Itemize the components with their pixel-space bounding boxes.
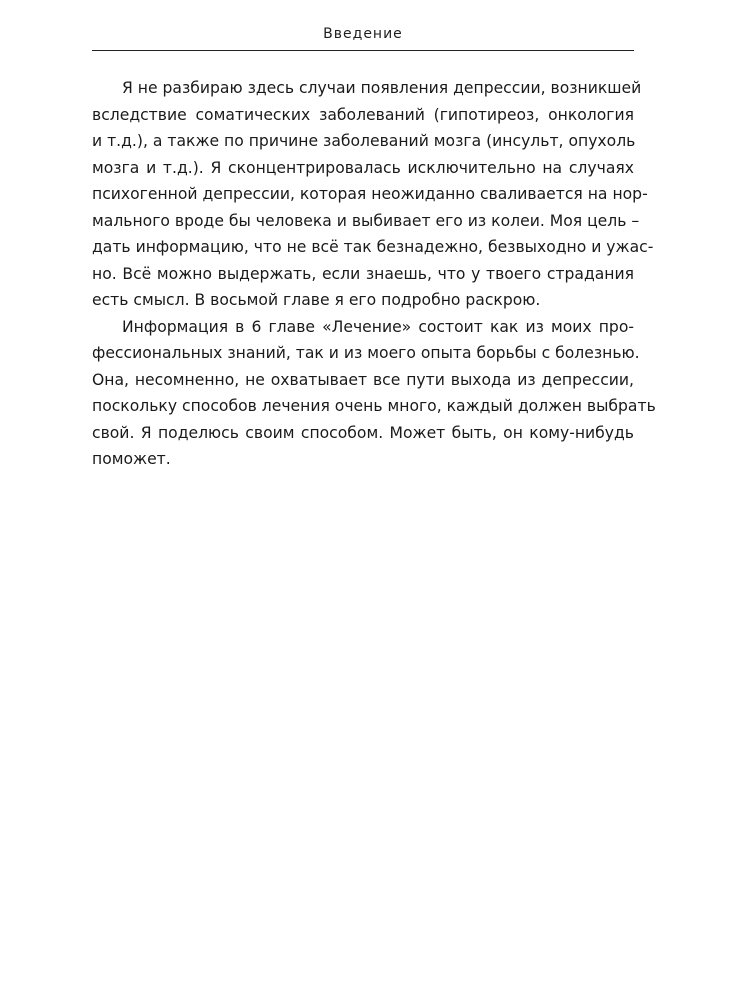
text-line: дать информацию, что не всё так безнадежно, безвыходно и ужас- <box>92 238 654 256</box>
body-text <box>92 75 656 473</box>
text-line: мального вроде бы человека и выбивает его из колеи. Моя цель – <box>92 211 640 230</box>
paragraph-2 <box>92 314 656 473</box>
text-line: поскольку способов лечения очень много, каждый должен выбрать <box>92 397 656 415</box>
paragraph-1 <box>92 75 654 314</box>
text-line: и т.д.), а также по причине заболеваний мозга (инсульт, опухоль <box>92 132 636 150</box>
text-line: фессиональных знаний, так и из моего опыта борьбы с болезнью. <box>92 344 640 362</box>
text-line: есть смысл. В восьмой главе я его подробно раскрою. <box>92 291 541 309</box>
text-line: Я не разбираю здесь случаи появления депрессии, возникшей <box>122 79 642 97</box>
text-line: поможет. <box>92 450 171 468</box>
running-head: Введение <box>323 26 403 42</box>
text-line: свой. Я поделюсь своим способом. Может быть, он кому-нибудь <box>92 423 634 442</box>
text-line: мозга и т.д.). Я сконцентрировалась исключительно на случаях <box>92 158 634 177</box>
text-line: но. Всё можно выдержать, если знаешь, что у твоего страдания <box>92 264 634 283</box>
text-line: Информация в 6 главе «Лечение» состоит как из моих про- <box>122 317 634 336</box>
header-rule <box>92 50 634 51</box>
text-line: Она, несомненно, не охватывает все пути выхода из депрессии, <box>92 370 634 389</box>
text-line: психогенной депрессии, которая неожиданно сваливается на нор- <box>92 185 648 203</box>
text-line: вследствие соматических заболеваний (гипотиреоз, онкология <box>92 105 634 124</box>
